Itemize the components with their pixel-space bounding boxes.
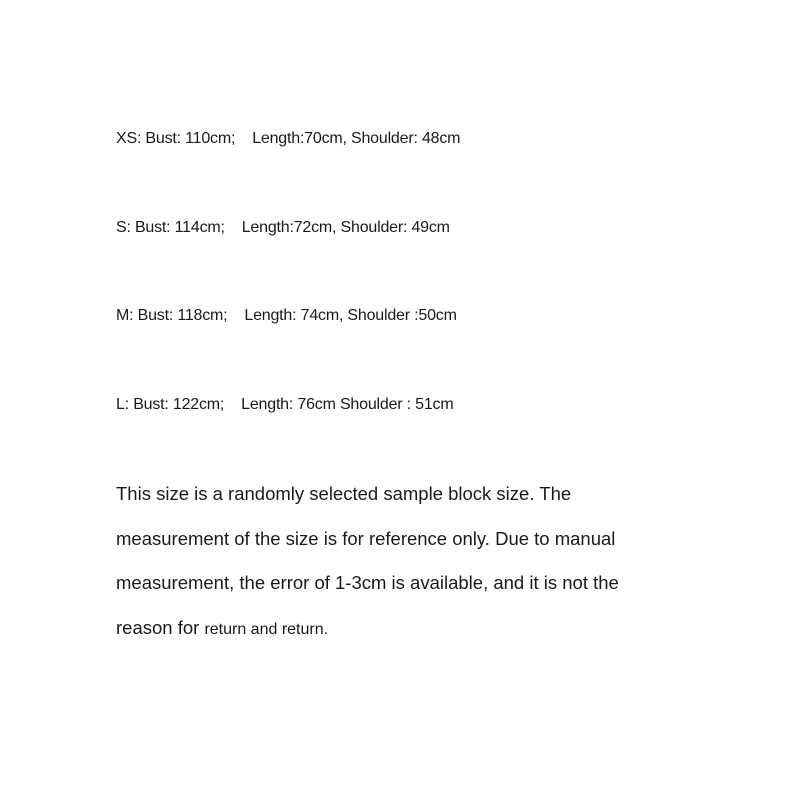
disclaimer-line-4-start: reason for	[116, 616, 205, 638]
size-disclaimer	[116, 480, 756, 642]
disclaimer-line-4	[116, 614, 756, 642]
disclaimer-line-3: measurement, the error of 1-3cm is available, and it is not the	[116, 572, 619, 593]
disclaimer-line-1: This size is a randomly selected sample block size. The	[116, 483, 572, 504]
size-row-xs: XS: Bust: 110cm; Length:70cm, Shoulder: 48cm	[116, 130, 461, 147]
size-row-l: L: Bust: 122cm; Length: 76cm Shoulder : 51cm	[116, 395, 454, 413]
size-chart	[116, 128, 460, 416]
disclaimer-line-4-end: return and return.	[204, 620, 329, 638]
size-row-s: S: Bust: 114cm; Length:72cm, Shoulder: 49cm	[116, 218, 450, 236]
size-row-m: M: Bust: 118cm; Length: 74cm, Shoulder :50cm	[116, 307, 457, 324]
disclaimer-line-2: measurement of the size is for reference only. Due to manual	[116, 527, 616, 549]
